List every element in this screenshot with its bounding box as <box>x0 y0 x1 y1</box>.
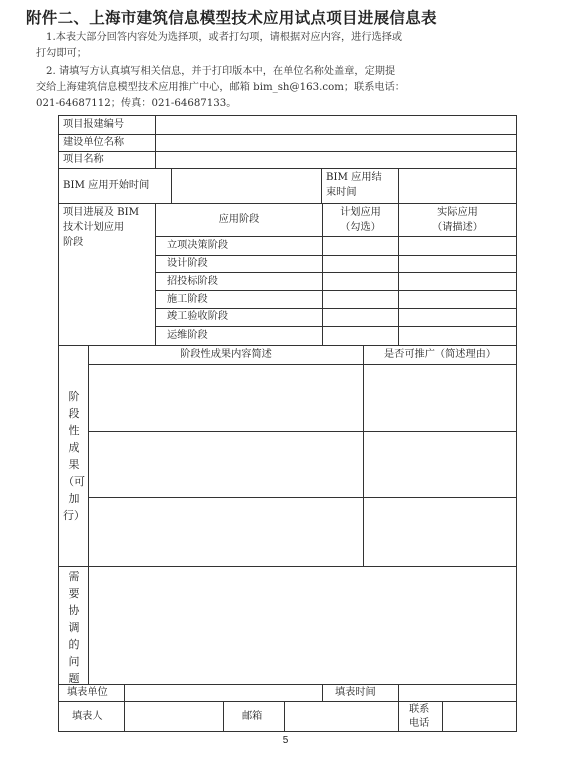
stage-item: 施工阶段 <box>167 294 208 305</box>
plan-checkbox-cell[interactable] <box>323 237 398 255</box>
actual-header-1: 实际应用 <box>437 207 478 218</box>
note-line-2: 打勾即可； <box>36 48 87 59</box>
label-bim-end-1: BIM 应用结 <box>326 172 382 183</box>
side-char: 的 <box>68 638 80 651</box>
label-project-name: 项目名称 <box>63 154 104 165</box>
results-promote-cell[interactable] <box>364 432 516 497</box>
actual-description-cell[interactable] <box>399 256 516 272</box>
label-filler: 填表人 <box>72 711 103 722</box>
note-line-4: 交给上海建筑信息模型技术应用推广中心，邮箱 bim_sh@163.com；联系电话： <box>36 82 405 93</box>
plan-header-1: 计划应用 <box>340 207 381 218</box>
plan-checkbox-cell[interactable] <box>323 327 398 345</box>
plan-checkbox-cell[interactable] <box>323 309 398 326</box>
side-char: （可 <box>63 475 85 488</box>
side-char: 问 <box>68 655 80 668</box>
label-fill-unit: 填表单位 <box>67 687 108 698</box>
coord-side-label <box>63 568 85 687</box>
bim-start-field[interactable] <box>172 169 321 203</box>
stage-item: 立项决策阶段 <box>167 240 229 251</box>
plan-checkbox-cell[interactable] <box>323 291 398 308</box>
results-side-label <box>63 388 85 524</box>
label-phone-2: 电话 <box>409 718 430 729</box>
actual-description-cell[interactable] <box>399 273 516 290</box>
side-char: 行） <box>63 509 85 522</box>
email-field[interactable] <box>285 702 398 732</box>
stage-item: 竣工验收阶段 <box>167 311 229 322</box>
label-progress-1: 项目进展及 BIM <box>63 207 140 218</box>
stage-item: 设计阶段 <box>167 258 208 269</box>
results-promote-cell[interactable] <box>364 365 516 431</box>
actual-description-cell[interactable] <box>399 309 516 326</box>
plan-header-2: （勾选） <box>340 222 381 233</box>
actual-description-cell[interactable] <box>399 327 516 345</box>
results-desc-header: 阶段性成果内容简述 <box>180 349 272 360</box>
note-line-5: 021-64687112；传真：021-64687133。 <box>36 98 237 109</box>
page-number: 5 <box>282 735 289 746</box>
note-line-3: 2. 请填写方认真填写相关信息，并于打印版本中，在单位名称处盖章，定期提 <box>46 66 396 77</box>
side-char: 要 <box>68 587 80 600</box>
note-line-1: 1.本表大部分回答内容处为选择项，或者打勾项，请根据对应内容，进行选择或 <box>46 32 403 43</box>
results-desc-cell[interactable] <box>89 498 363 566</box>
form-title: 附件二、上海市建筑信息模型技术应用试点项目进展信息表 <box>26 9 437 27</box>
label-progress-3: 阶段 <box>63 237 84 248</box>
phone-field[interactable] <box>443 702 516 732</box>
builder-field[interactable] <box>156 135 516 151</box>
side-char: 题 <box>68 672 80 685</box>
label-progress-2: 技术计划应用 <box>63 222 125 233</box>
label-project-code: 项目报建编号 <box>63 119 125 130</box>
stage-item: 运维阶段 <box>167 330 208 341</box>
results-promote-cell[interactable] <box>364 498 516 566</box>
fill-time-field[interactable] <box>399 685 516 701</box>
side-char: 加 <box>68 492 80 505</box>
fill-unit-field[interactable] <box>125 685 322 701</box>
actual-description-cell[interactable] <box>399 237 516 255</box>
label-builder: 建设单位名称 <box>63 137 125 148</box>
side-char: 阶 <box>68 390 80 403</box>
results-desc-cell[interactable] <box>89 432 363 497</box>
actual-description-cell[interactable] <box>399 291 516 308</box>
label-bim-end-2: 束时间 <box>326 187 357 198</box>
side-char: 调 <box>68 621 80 634</box>
plan-checkbox-cell[interactable] <box>323 273 398 290</box>
side-char: 协 <box>68 604 80 617</box>
stage-item: 招投标阶段 <box>167 276 218 287</box>
results-promote-header: 是否可推广（简述理由） <box>383 349 497 360</box>
side-char: 段 <box>68 407 80 420</box>
label-fill-time: 填表时间 <box>335 687 376 698</box>
side-char: 需 <box>68 570 80 583</box>
side-char: 成 <box>68 441 80 454</box>
plan-checkbox-cell[interactable] <box>323 256 398 272</box>
project-code-field[interactable] <box>156 116 516 134</box>
side-char: 性 <box>68 424 80 437</box>
results-desc-cell[interactable] <box>89 365 363 431</box>
stage-header: 应用阶段 <box>218 214 260 225</box>
label-bim-start: BIM 应用开始时间 <box>63 180 150 191</box>
label-email: 邮箱 <box>242 711 263 722</box>
coord-issues-field[interactable] <box>89 567 516 684</box>
side-char: 果 <box>68 458 80 471</box>
filler-field[interactable] <box>125 702 223 732</box>
actual-header-2: （请描述） <box>432 222 483 233</box>
bim-end-field[interactable] <box>399 169 516 203</box>
label-phone-1: 联系 <box>409 704 430 715</box>
project-name-field[interactable] <box>156 152 516 168</box>
